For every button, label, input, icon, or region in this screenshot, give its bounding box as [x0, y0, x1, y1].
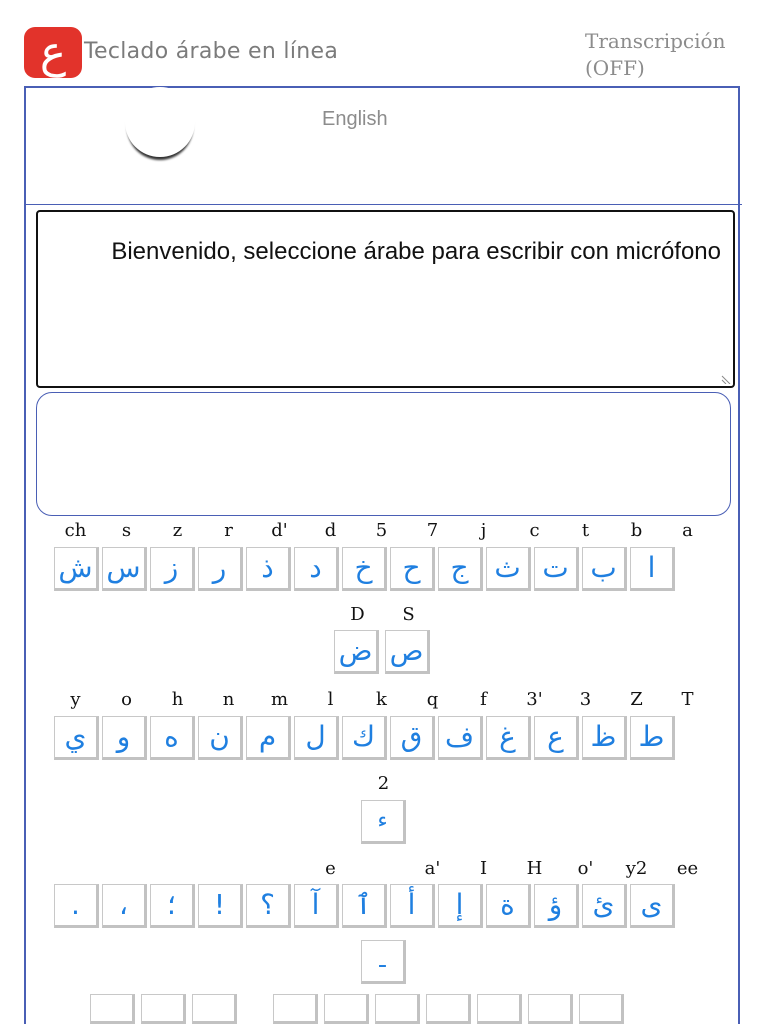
- key-ya-hamza[interactable]: ئ: [582, 884, 627, 928]
- key-label: H: [526, 858, 543, 879]
- key-label: h: [171, 689, 184, 710]
- key-partial[interactable]: [141, 994, 186, 1024]
- key-label: f: [480, 689, 487, 710]
- speech-panel: [24, 86, 742, 205]
- key-waw[interactable]: و: [102, 716, 147, 760]
- key-label: [356, 858, 407, 879]
- key-alif-hamza-below[interactable]: إ: [438, 884, 483, 928]
- row3-keys: [54, 884, 675, 928]
- transliteration-state: (OFF): [585, 56, 645, 80]
- key-ghain[interactable]: غ: [486, 716, 531, 760]
- key-label: 2: [377, 773, 390, 794]
- key-label: 3': [526, 689, 543, 710]
- key-fa[interactable]: ف: [438, 716, 483, 760]
- key-label: k: [376, 689, 387, 710]
- transliteration-label: Transcripción: [585, 29, 726, 53]
- key-waw-hamza[interactable]: ؤ: [534, 884, 579, 928]
- key-partial[interactable]: [375, 994, 420, 1024]
- key-za[interactable]: ظ: [582, 716, 627, 760]
- key-label: ee: [676, 858, 699, 879]
- key-label: y2: [625, 858, 648, 879]
- key-period[interactable]: .: [54, 884, 99, 928]
- key-label: o: [121, 689, 132, 710]
- key-ain[interactable]: ع: [534, 716, 579, 760]
- row1b-keys: [334, 630, 430, 674]
- key-label: [254, 858, 305, 879]
- key-partial[interactable]: [477, 994, 522, 1024]
- key-ba[interactable]: ب: [582, 547, 627, 591]
- key-hamza[interactable]: ء: [361, 800, 406, 844]
- header: [0, 0, 768, 86]
- key-label: d': [271, 520, 288, 541]
- language-selector[interactable]: English: [322, 108, 388, 130]
- key-ta-marbuta[interactable]: ة: [486, 884, 531, 928]
- key-ra[interactable]: ر: [198, 547, 243, 591]
- key-thal[interactable]: ذ: [246, 547, 291, 591]
- key-jim[interactable]: ج: [438, 547, 483, 591]
- key-lam[interactable]: ل: [294, 716, 339, 760]
- key-nun[interactable]: ن: [198, 716, 243, 760]
- key-alif-madda[interactable]: آ: [294, 884, 339, 928]
- key-label: l: [327, 689, 334, 710]
- suggestion-box[interactable]: [36, 392, 731, 516]
- key-kha[interactable]: خ: [342, 547, 387, 591]
- key-label: T: [681, 689, 694, 710]
- row1-labels: [50, 520, 716, 541]
- key-qaf[interactable]: ق: [390, 716, 435, 760]
- key-label: 7: [426, 520, 439, 541]
- key-partial[interactable]: [324, 994, 369, 1024]
- key-label: d: [324, 520, 337, 541]
- key-label: a': [424, 858, 441, 879]
- row2b-labels: [358, 773, 409, 794]
- key-label: ch: [64, 520, 87, 541]
- key-sad[interactable]: ص: [385, 630, 430, 674]
- key-alif-hamza-above[interactable]: أ: [390, 884, 435, 928]
- key-mim[interactable]: م: [246, 716, 291, 760]
- key-label: b: [630, 520, 643, 541]
- key-shin[interactable]: ش: [54, 547, 99, 591]
- key-tatweel[interactable]: ـ: [361, 940, 406, 984]
- key-partial[interactable]: [528, 994, 573, 1024]
- key-partial[interactable]: [192, 994, 237, 1024]
- key-partial[interactable]: [273, 994, 318, 1024]
- key-label: s: [121, 520, 132, 541]
- key-label: m: [270, 689, 289, 710]
- site-logo[interactable]: ع: [24, 27, 82, 78]
- key-label: Z: [630, 689, 643, 710]
- key-dal[interactable]: د: [294, 547, 339, 591]
- key-zay[interactable]: ز: [150, 547, 195, 591]
- row2-labels: [50, 689, 716, 710]
- key-label: [152, 858, 203, 879]
- key-heh[interactable]: ه: [150, 716, 195, 760]
- site-title[interactable]: Teclado árabe en línea: [84, 39, 339, 64]
- key-dad[interactable]: ض: [334, 630, 379, 674]
- key-label: o': [577, 858, 594, 879]
- key-ha[interactable]: ح: [390, 547, 435, 591]
- key-label: [203, 858, 254, 879]
- key-arabic-semicolon[interactable]: ؛: [150, 884, 195, 928]
- key-label: 3: [579, 689, 592, 710]
- row2b-keys: [361, 800, 406, 844]
- key-ta[interactable]: ت: [534, 547, 579, 591]
- microphone-button[interactable]: [125, 87, 195, 157]
- key-label: S: [402, 604, 415, 625]
- key-label: j: [480, 520, 487, 541]
- key-arabic-comma[interactable]: ،: [102, 884, 147, 928]
- text-editor[interactable]: [36, 210, 735, 388]
- key-arabic-question[interactable]: ؟: [246, 884, 291, 928]
- key-ya[interactable]: ي: [54, 716, 99, 760]
- row2-keys: [54, 716, 675, 760]
- key-label: I: [479, 858, 488, 879]
- key-tah[interactable]: ط: [630, 716, 675, 760]
- key-label: [101, 858, 152, 879]
- key-label: t: [581, 520, 590, 541]
- key-label: D: [350, 604, 365, 625]
- row3-labels: [50, 858, 716, 879]
- key-label: [50, 858, 101, 879]
- key-partial[interactable]: [426, 994, 471, 1024]
- transliteration-toggle[interactable]: [585, 28, 725, 82]
- key-label: q: [426, 689, 439, 710]
- row1-keys: [54, 547, 675, 591]
- key-partial[interactable]: [90, 994, 135, 1024]
- key-alif-maqsura[interactable]: ى: [630, 884, 675, 928]
- row3b-keys: [361, 940, 406, 984]
- row1b-labels: [332, 604, 434, 625]
- key-tha[interactable]: ث: [486, 547, 531, 591]
- key-label: r: [224, 520, 233, 541]
- key-label: c: [529, 520, 540, 541]
- row4-keys-partial: [90, 994, 624, 1024]
- key-label: y: [70, 689, 81, 710]
- key-sin[interactable]: س: [102, 547, 147, 591]
- key-alif[interactable]: ا: [630, 547, 675, 591]
- key-label: a: [682, 520, 693, 541]
- key-kaf[interactable]: ك: [342, 716, 387, 760]
- key-label: z: [172, 520, 183, 541]
- editor-text: Bienvenido, seleccione árabe para escribir con micrófono: [111, 238, 721, 265]
- resize-grip-icon[interactable]: [720, 370, 734, 384]
- key-label: e: [325, 858, 336, 879]
- key-alif-wasla[interactable]: ٱ: [342, 884, 387, 928]
- key-exclamation[interactable]: !: [198, 884, 243, 928]
- key-label: n: [222, 689, 235, 710]
- key-partial[interactable]: [579, 994, 624, 1024]
- key-label: 5: [375, 520, 388, 541]
